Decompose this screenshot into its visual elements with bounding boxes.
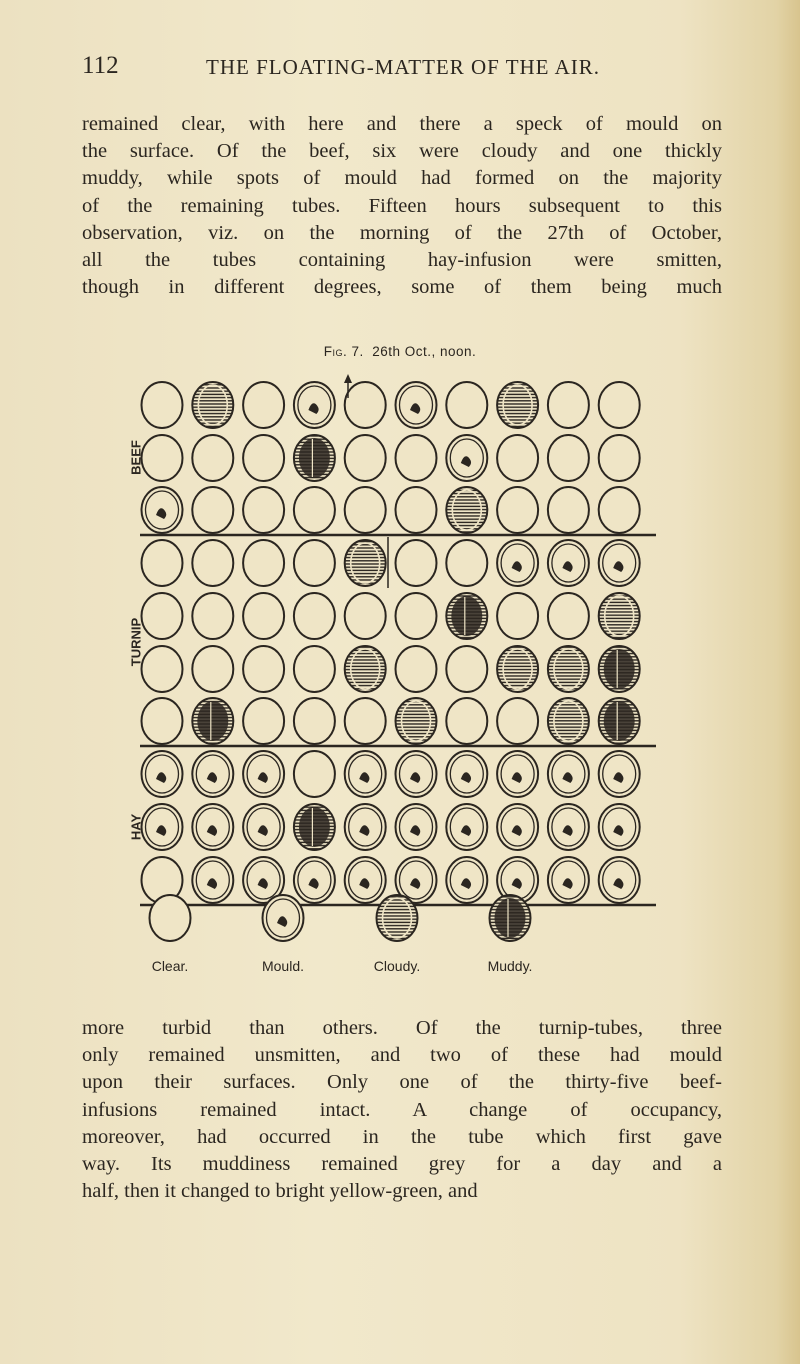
tube-clear: [599, 487, 640, 533]
text-line: upon their surfaces. Only one of the thirty-five beef-: [82, 1071, 722, 1094]
tube-cloudy: [396, 698, 437, 744]
tube-clear: [396, 540, 437, 586]
tube-clear: [446, 646, 487, 692]
tube-clear: [396, 593, 437, 639]
tube-grid: [142, 382, 640, 903]
tube-mould: [599, 804, 640, 850]
tube-clear: [497, 593, 538, 639]
tube-clear: [345, 382, 386, 428]
tube-mould: [396, 751, 437, 797]
tube-mould: [396, 382, 437, 428]
tube-mould: [192, 857, 233, 903]
legend-label-muddy: Muddy.: [487, 958, 533, 974]
tube-clear: [294, 487, 335, 533]
tube-clear: [243, 646, 284, 692]
tube-clear: [142, 593, 183, 639]
tube-mould: [294, 382, 335, 428]
figure-label: Fig. 7.: [323, 344, 364, 359]
tube-mould: [548, 804, 589, 850]
legend-symbol-muddy: [490, 895, 531, 941]
legend-symbol-mould: [263, 895, 304, 941]
text-line: all the tubes containing hay-infusion were smitten,: [82, 249, 722, 272]
tube-clear: [243, 540, 284, 586]
tube-mould: [548, 751, 589, 797]
tube-clear: [294, 751, 335, 797]
tube-cloudy: [599, 593, 640, 639]
legend-symbol-cloudy: [377, 895, 418, 941]
legend-label-clear: Clear.: [151, 958, 189, 974]
figure-caption-text: 26th Oct., noon.: [372, 344, 477, 359]
tube-cloudy: [548, 698, 589, 744]
tube-mould: [497, 540, 538, 586]
text-line: way. Its muddiness remained grey for a day and a: [82, 1153, 722, 1176]
tube-mould: [446, 435, 487, 481]
text-line: half, then it changed to bright yellow-green, and: [82, 1180, 478, 1203]
tube-clear: [548, 382, 589, 428]
tube-mould: [446, 751, 487, 797]
tube-clear: [192, 487, 233, 533]
tube-mould: [446, 804, 487, 850]
tube-cloudy: [497, 646, 538, 692]
text-line: more turbid than others. Of the turnip-tubes, three: [82, 1017, 722, 1039]
tube-clear: [446, 382, 487, 428]
tube-clear: [446, 540, 487, 586]
tube-muddy: [192, 698, 233, 744]
tube-clear: [192, 435, 233, 481]
page-number: 112: [82, 52, 119, 79]
tube-clear: [497, 487, 538, 533]
tube-clear: [294, 540, 335, 586]
text-line: of the remaining tubes. Fifteen hours subsequent to this: [82, 194, 722, 217]
tube-clear: [243, 593, 284, 639]
text-line: moreover, had occurred in the tube which first gave: [82, 1125, 722, 1148]
tube-cloudy: [497, 382, 538, 428]
tube-clear: [345, 487, 386, 533]
tube-clear: [396, 646, 437, 692]
tube-clear: [243, 698, 284, 744]
tube-clear: [243, 382, 284, 428]
legend-symbol-clear: [150, 895, 191, 941]
tube-mould: [599, 857, 640, 903]
tube-clear: [548, 435, 589, 481]
tube-mould: [243, 804, 284, 850]
tube-clear: [243, 487, 284, 533]
text-line: only remained unsmitten, and two of these had mould: [82, 1044, 722, 1067]
tube-muddy: [294, 435, 335, 481]
tube-clear: [497, 435, 538, 481]
tube-cloudy: [548, 646, 589, 692]
tube-clear: [294, 593, 335, 639]
tube-clear: [142, 382, 183, 428]
tube-clear: [294, 698, 335, 744]
tube-mould: [345, 804, 386, 850]
tube-clear: [142, 646, 183, 692]
group-label: TURNIP: [128, 617, 144, 667]
tube-clear: [396, 487, 437, 533]
tube-clear: [294, 646, 335, 692]
legend-label-cloudy: Cloudy.: [373, 958, 421, 974]
group-label: BEEF: [128, 440, 144, 475]
tube-muddy: [446, 593, 487, 639]
tube-cloudy: [192, 382, 233, 428]
tube-mould: [345, 751, 386, 797]
tube-clear: [599, 435, 640, 481]
tube-clear: [192, 646, 233, 692]
tube-mould: [497, 804, 538, 850]
tube-clear: [497, 698, 538, 744]
tube-clear: [345, 698, 386, 744]
tube-cloudy: [345, 646, 386, 692]
tube-muddy: [294, 804, 335, 850]
tube-clear: [142, 435, 183, 481]
tube-clear: [142, 698, 183, 744]
tube-clear: [548, 593, 589, 639]
group-label: HAY: [128, 813, 144, 841]
tube-clear: [192, 593, 233, 639]
tube-clear: [345, 593, 386, 639]
running-head: THE FLOATING-MATTER OF THE AIR.: [206, 55, 601, 79]
tube-cloudy: [446, 487, 487, 533]
tube-mould: [294, 857, 335, 903]
tube-mould: [192, 751, 233, 797]
tube-clear: [345, 435, 386, 481]
tube-mould: [142, 751, 183, 797]
tube-clear: [192, 540, 233, 586]
tube-clear: [142, 540, 183, 586]
tube-cloudy: [345, 540, 386, 586]
text-line: infusions remained intact. A change of occupancy,: [82, 1098, 722, 1121]
text-line: remained clear, with here and there a speck of mould on: [82, 113, 722, 135]
tube-mould: [548, 857, 589, 903]
tube-muddy: [599, 646, 640, 692]
tube-mould: [192, 804, 233, 850]
legend-label-mould: Mould.: [261, 958, 305, 974]
tube-clear: [599, 382, 640, 428]
tube-mould: [599, 751, 640, 797]
tube-clear: [396, 435, 437, 481]
tube-clear: [243, 435, 284, 481]
text-line: the surface. Of the beef, six were cloudy and one thickly: [82, 140, 722, 163]
tube-mould: [142, 804, 183, 850]
tube-mould: [548, 540, 589, 586]
tube-clear: [548, 487, 589, 533]
tube-muddy: [599, 698, 640, 744]
tube-mould: [497, 751, 538, 797]
text-line: observation, viz. on the morning of the 27th of October,: [82, 221, 722, 244]
tube-mould: [599, 540, 640, 586]
tube-mould: [396, 804, 437, 850]
text-line: though in different degrees, some of them being much: [82, 276, 722, 299]
tube-mould: [243, 751, 284, 797]
tube-mould: [446, 857, 487, 903]
tube-clear: [446, 698, 487, 744]
text-line: muddy, while spots of mould had formed on the majority: [82, 167, 722, 190]
paragraph-bottom: [82, 1015, 722, 1205]
tube-mould: [142, 487, 183, 533]
tube-mould: [345, 857, 386, 903]
